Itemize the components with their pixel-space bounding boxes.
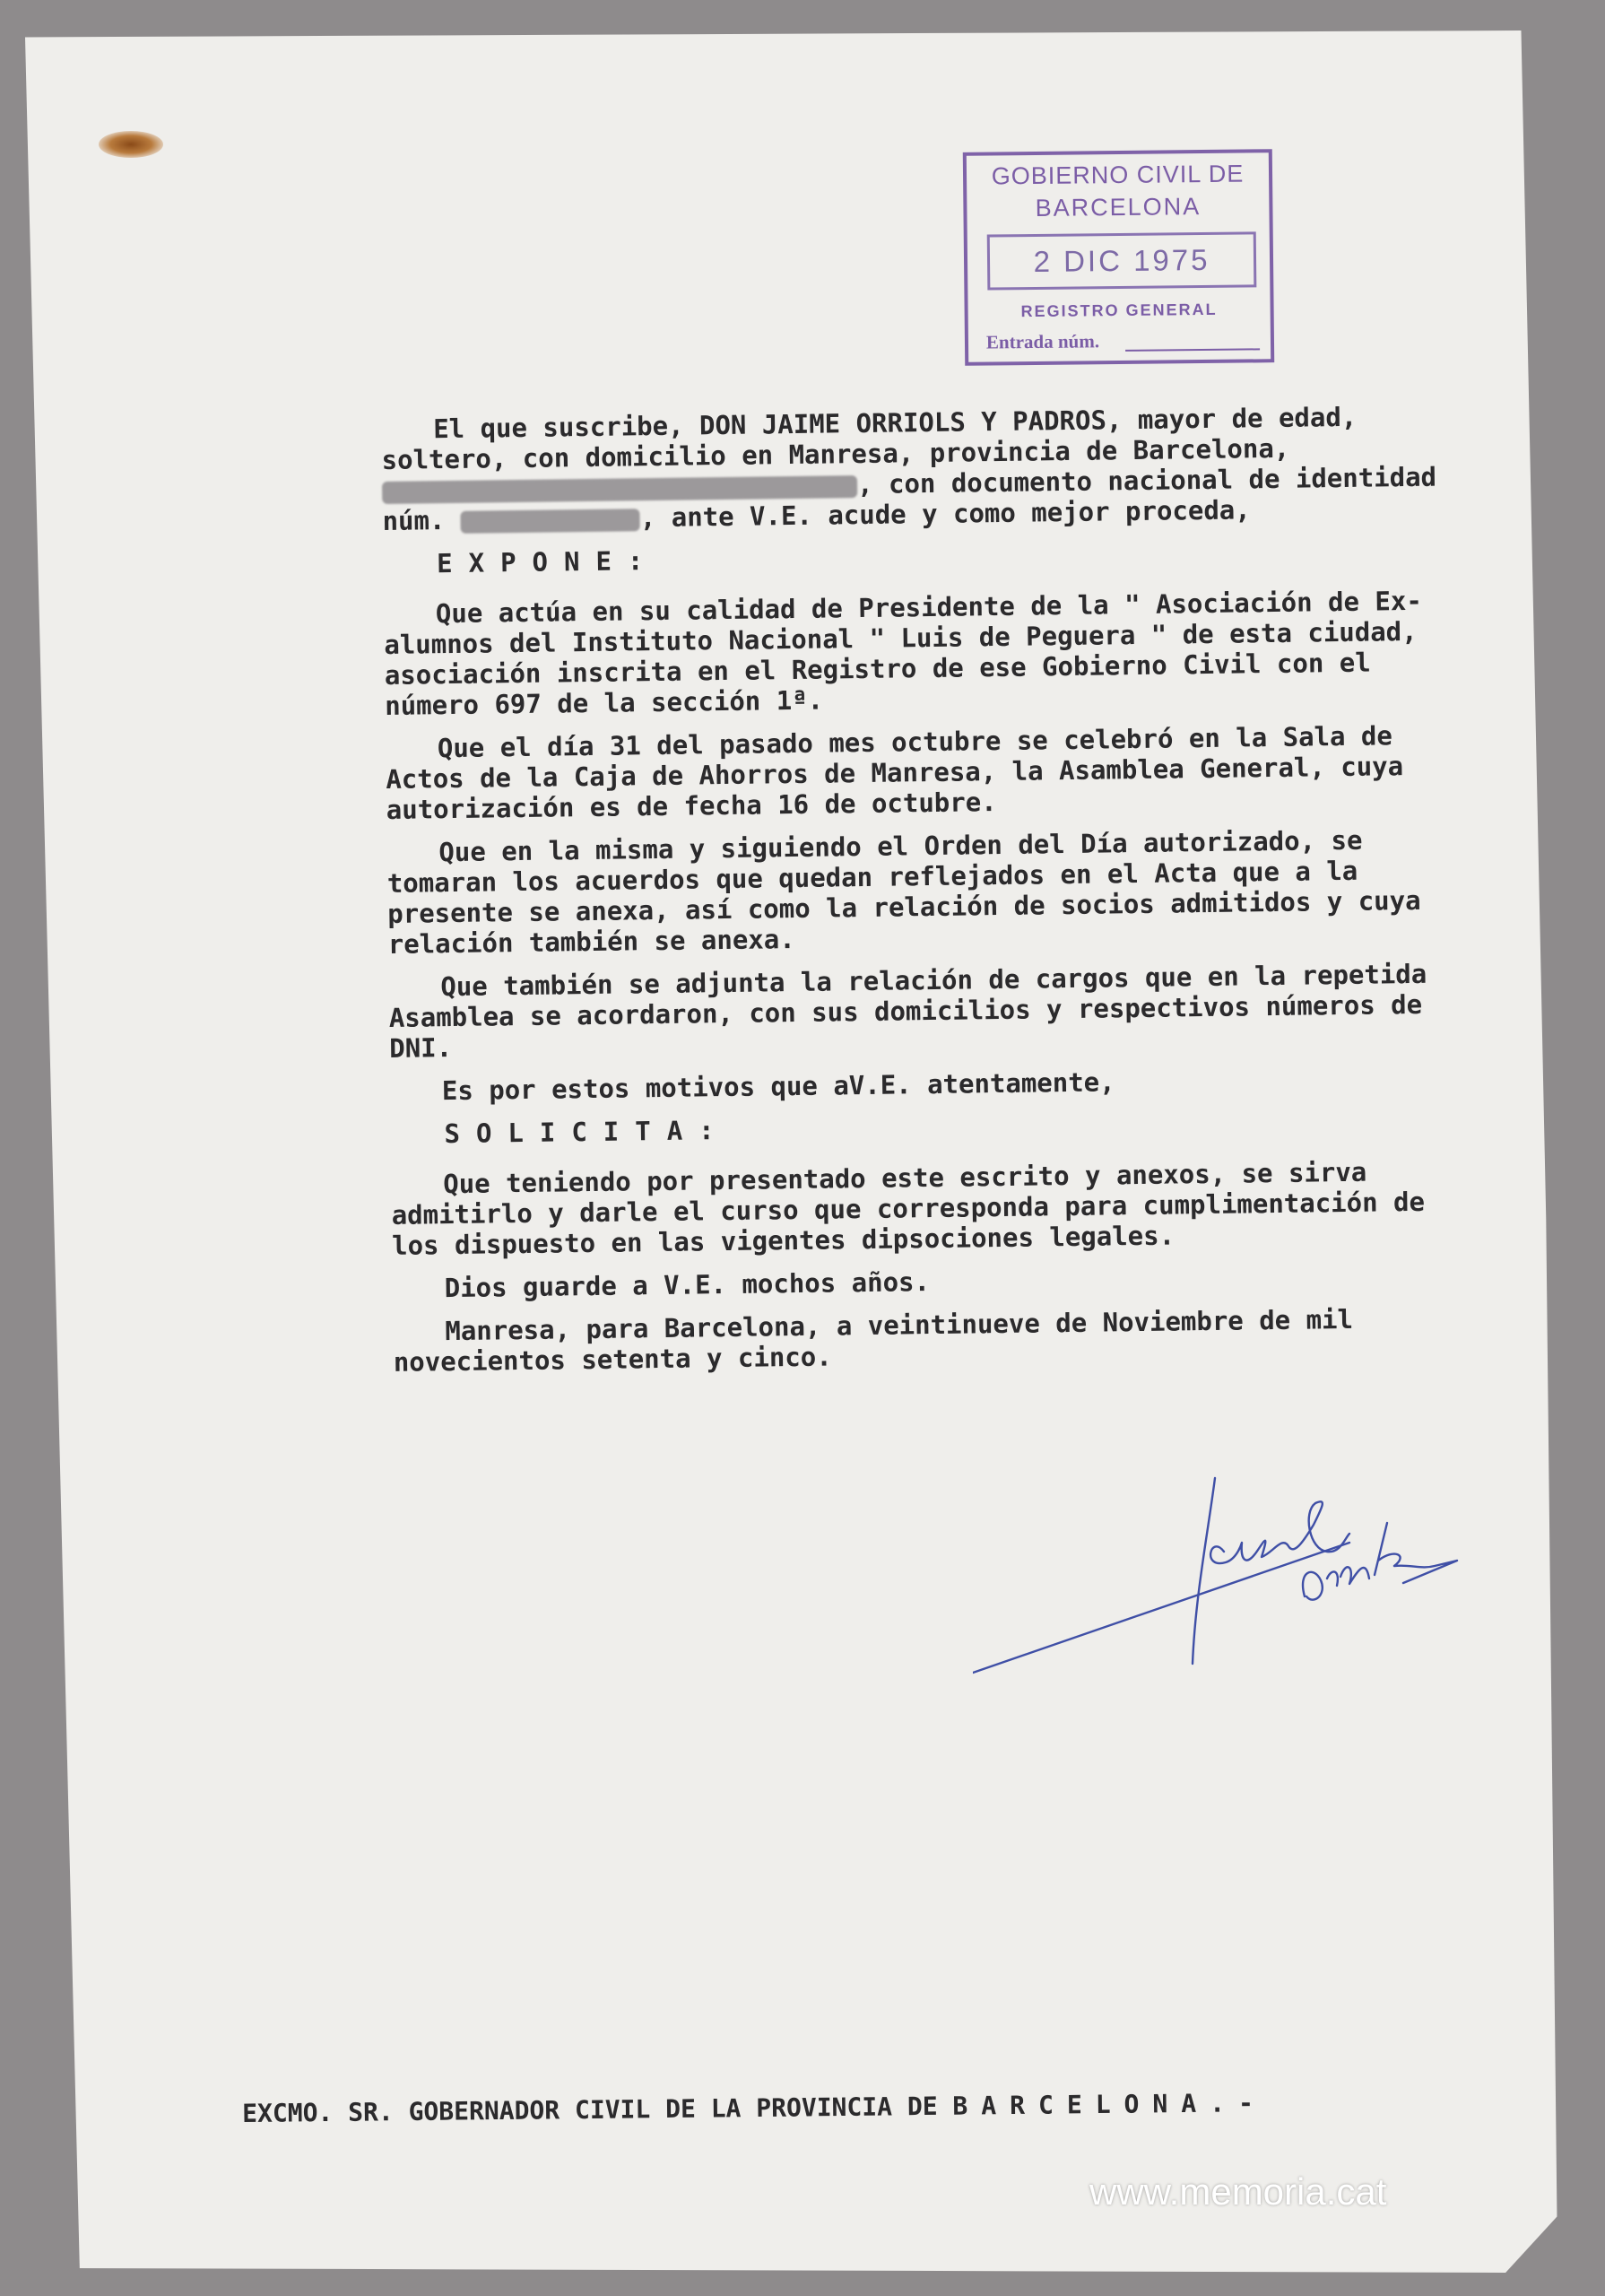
stamp-line1: GOBIERNO CIVIL DE [991,160,1245,190]
rust-stain [99,131,163,158]
stamp-entry-label: Entrada núm. [985,330,1100,353]
signature-stroke [1303,1523,1457,1600]
intro-text-b: , con documento nacional de identidad núm. [382,461,1437,536]
signature-stroke [973,1543,1349,1673]
stamp-date: 2 DIC 1975 [987,231,1257,290]
closing-formula: Dios guarde a V.E. mochos años. [444,1266,931,1304]
stamp-entry-line [1125,348,1260,352]
stamp-registry: REGISTRO GENERAL [1020,300,1218,321]
expone-paragraph: Que el día 31 del pasado mes octubre se celebró en la Sala de Actos de la Caja de Ahorros de Manresa, la Asamblea General, cuya autorización es de fecha 16 de octubre. [386,720,1404,825]
heading-solicita: SOLICITA: [444,1114,731,1150]
intro-text-c: , ante V.E. acude y como mejor proceda, [639,494,1251,534]
addressee-title: EXCMO. SR. GOBERNADOR CIVIL DE LA PROVINCIA DE [242,2091,938,2128]
intro-text-a: El que suscribe, DON JAIME ORRIOLS Y PADROS, mayor de edad, soltero, con domicilio en Manresa, provincia de Barcelona, [381,401,1358,475]
heading-expone: EXPONE: [436,544,660,579]
signature-stroke [1210,1501,1349,1563]
expone-paragraph: Es por estos motivos que aV.E. atentamente, [441,1066,1115,1107]
stamp-line2: BARCELONA [1035,193,1202,222]
registry-stamp [963,149,1274,366]
redacted-dni [461,509,640,534]
expone-paragraph: Que actúa en su calidad de Presidente de la " Asociación de Ex-alumnos del Instituto Nacional " Luis de Peguera " de esta ciudad, asociación inscrita en el Registro de ese Gobierno Civil con el número 697 de la sección 1ª. [384,585,1422,721]
solicita-paragraph: Que teniendo por presentado este escrito y anexos, se sirva admitirlo y darle el curso que corresponda para cumplimentación de los dispuesto en las vigentes dipsociones legales. [391,1156,1426,1261]
letter-body [381,400,1461,1389]
signature [973,1471,1475,1686]
watermark: www.memoria.cat [1089,2170,1387,2213]
place-date: Manresa, para Barcelona, a veintinueve de Noviembre de mil novecientos setenta y cinco. [393,1303,1354,1378]
redacted-address [382,475,857,504]
expone-paragraph: Que también se adjunta la relación de cargos que en la repetida Asamblea se acordaron, con sus domicilios y respectivos números de DNI. [388,958,1427,1064]
signature-stroke [1193,1478,1215,1664]
addressee-city: BARCELONA.- [952,2088,1268,2121]
expone-paragraph: Que en la misma y siguiendo el Orden del Día autorizado, se tomaran los acuerdos que quedan reflejados en el Acta que a la presente se anexa, así como la relación de socios admitidos y cuya relación también se anexa. [386,824,1421,960]
intro-paragraph [381,400,1450,536]
